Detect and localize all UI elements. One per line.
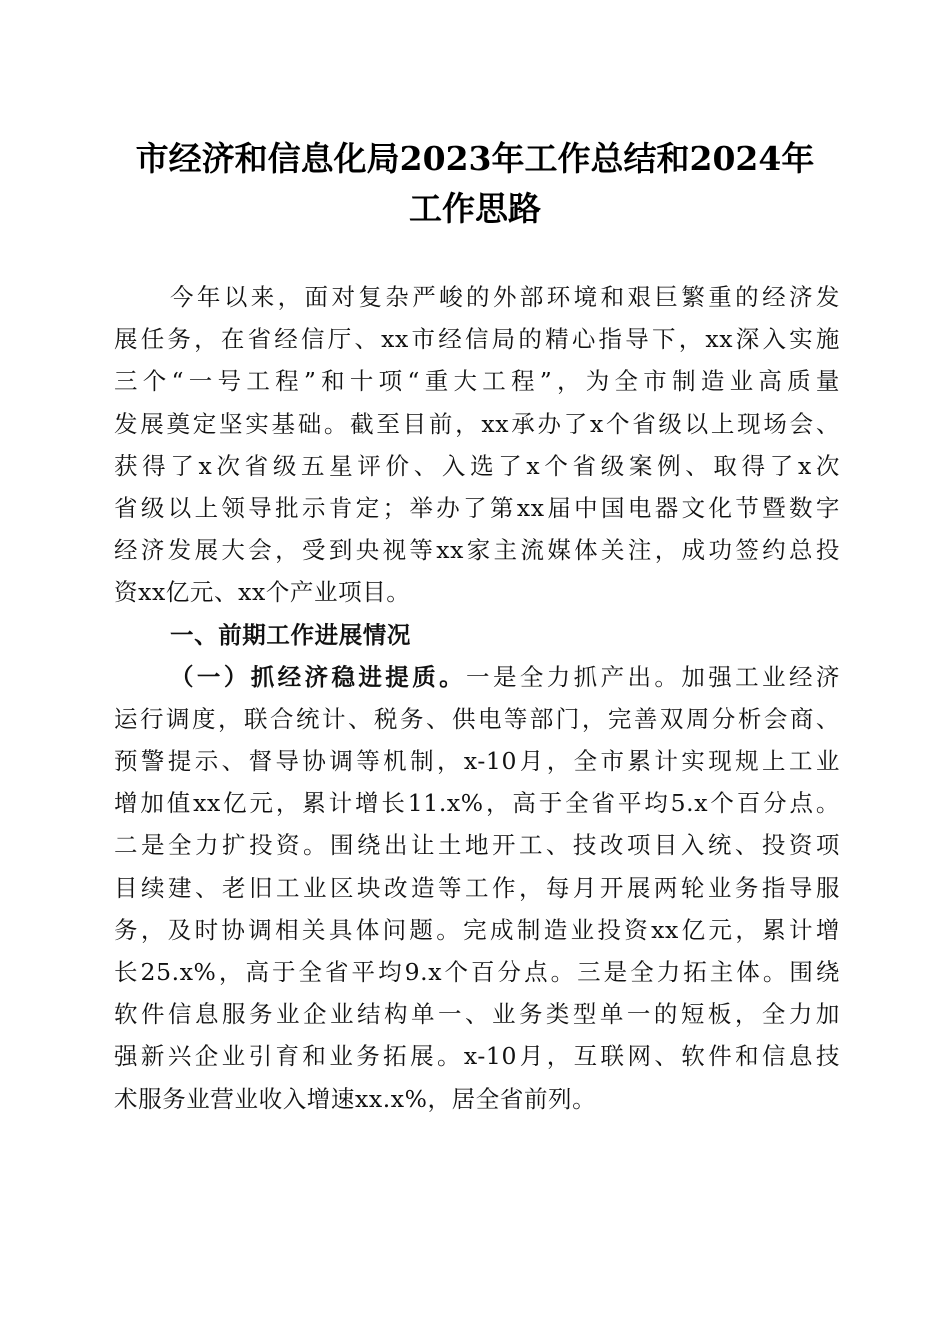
text-line: 强新兴企业引育和业务拓展。x-10月，互联网、软件和信息技: [114, 1042, 840, 1071]
text-line: 获得了x次省级五星评价、入选了x个省级案例、取得了x次: [114, 451, 840, 480]
text-line: 预警提示、督导协调等机制，x-10月，全市累计实现规上工业: [114, 747, 840, 776]
text-line: 增加值xx亿元，累计增长11.x%，高于全省平均5.x个百分点。: [114, 789, 840, 818]
text-line: 展任务，在省经信厅、xx市经信局的精心指导下，xx深入实施: [114, 325, 840, 354]
text-line: 今年以来，面对复杂严峻的外部环境和艰巨繁重的经济发: [170, 283, 840, 311]
text-line: 资xx亿元、xx个产业项目。: [114, 578, 411, 607]
text-line: 软件信息服务业企业结构单一、业务类型单一的短板，全力加: [114, 1000, 840, 1029]
text-line: 目续建、老旧工业区块改造等工作，每月开展两轮业务指导服: [114, 873, 840, 902]
document-body: [114, 276, 840, 1120]
title-line-1: 市经济和信息化局2023年工作总结和2024年: [135, 139, 815, 178]
subsection-paragraph: [114, 656, 840, 1120]
text-line: 长25.x%，高于全省平均9.x个百分点。三是全力拓主体。围绕: [114, 958, 840, 986]
section-heading: 一、前期工作进展情况: [170, 620, 411, 649]
text-line: 运行调度，联合统计、税务、供电等部门，完善双周分析会商、: [114, 704, 840, 733]
text-line: 发展奠定坚实基础。截至目前，xx承办了x个省级以上现场会、: [114, 409, 840, 438]
text-line: 务，及时协调相关具体问题。完成制造业投资xx亿元，累计增: [114, 915, 840, 944]
intro-paragraph: [114, 276, 840, 614]
subsection-first-line-text: 一是全力抓产出。加强工业经济: [466, 662, 840, 691]
document-title: [100, 134, 850, 234]
text-line: 经济发展大会，受到央视等xx家主流媒体关注，成功签约总投: [114, 536, 840, 565]
text-line: 二是全力扩投资。围绕出让土地开工、技改项目入统、投资项: [114, 831, 840, 860]
text-line: 三个“一号工程”和十项“重大工程”，为全市制造业高质量: [114, 367, 840, 396]
subsection-label: （一）抓经济稳进提质。: [170, 662, 467, 691]
text-line: 省级以上领导批示肯定；举办了第xx届中国电器文化节暨数字: [114, 493, 840, 522]
text-line: [114, 656, 840, 698]
text-line: 术服务业营业收入增速xx.x%，居全省前列。: [114, 1084, 597, 1113]
title-line-2: 工作思路: [409, 189, 541, 228]
